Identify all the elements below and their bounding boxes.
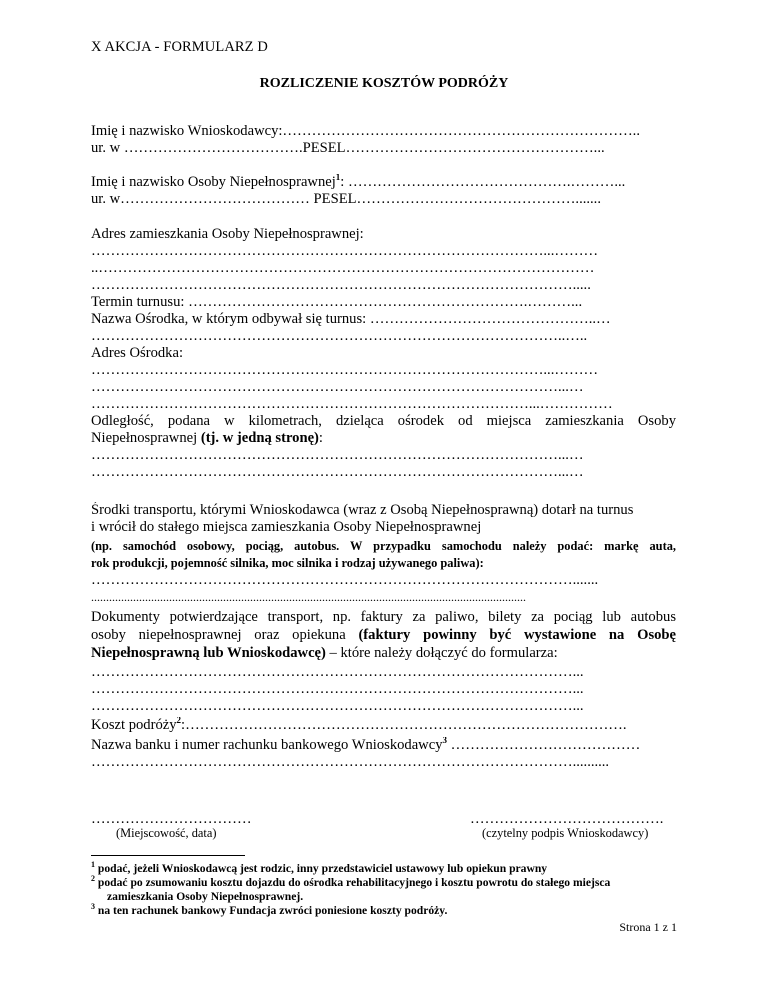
documents-label-bold-2: Niepełnosprawną lub Wnioskodawcę) — [91, 645, 326, 661]
transport-note-line-2: rok produkcji, pojemność silnika, moc silnika i rodzaj używanego paliwa): — [91, 556, 484, 570]
footnote-2-text: podać po zsumowaniu kosztu dojazdu do ośrodka rehabilitacyjnego i kosztu powrotu do stałego miejsca — [97, 876, 611, 889]
distance-label-line-1: Odległość, podana w kilometrach, dzieląca ośrodek od miejsca zamieszkania Osoby — [91, 413, 676, 429]
center-name-field[interactable]: Nazwa Ośrodka, w którym odbywał się turnus: ………………………………………..… — [91, 311, 611, 327]
bank-account-line-2[interactable]: ……………………………………………………………………………………….......... — [91, 754, 610, 770]
disabled-name-label: Imię i nazwisko Osoby Niepełnosprawnej — [91, 174, 336, 190]
transport-label-line-2: i wrócił do stałego miejsca zamieszkania Osoby Niepełnosprawnej — [91, 519, 482, 535]
applicant-name-field[interactable]: Imię i nazwisko Wnioskodawcy:……………………………………………………………….. — [91, 123, 640, 139]
signature-caption: (czytelny podpis Wnioskodawcy) — [482, 826, 649, 840]
distance-dots-1[interactable]: ……………………………………………………………………………………...… — [91, 447, 584, 463]
distance-label-colon: : — [318, 430, 323, 446]
page-title: ROZLICZENIE KOSZTÓW PODRÓŻY — [259, 76, 509, 91]
footnote-3-number: 3 — [91, 902, 95, 912]
disabled-person-name-field[interactable] — [91, 174, 676, 191]
footnote-ref-3: 3 — [442, 737, 447, 746]
distance-label-text: Niepełnosprawnej — [91, 430, 201, 446]
footnote-2 — [91, 876, 676, 889]
address-line-3[interactable]: ………………………………………………………………………………………..... — [91, 277, 591, 293]
footnote-ref-1: 1 — [335, 174, 341, 183]
distance-dots-2[interactable]: ……………………………………………………………………………………...… — [91, 464, 584, 480]
signature-field[interactable]: …………………………………. — [470, 811, 664, 827]
transport-note-line-1: (np. samochód osobowy, pociąg, autobus. W przypadku samochodu należy podać: markę auta, — [91, 539, 676, 553]
address-line-1[interactable]: …………………………………………………………………………………...……… — [91, 243, 599, 259]
place-date-caption: (Miejscowość, data) — [116, 826, 217, 840]
turnus-term-field[interactable]: Termin turnusu: …………………………………………………………….………... — [91, 294, 583, 310]
bank-account-label: Nazwa banku i numer rachunku bankowego Wnioskodawcy — [91, 737, 443, 753]
disabled-name-dots: : ……………………………………….………... — [340, 174, 626, 190]
footnote-2-number: 2 — [91, 874, 95, 884]
transport-label-line-1: Środki transportu, którymi Wnioskodawca (wraz z Osobą Niepełnosprawną) dotarł na turnus — [91, 502, 634, 518]
center-address-line-3[interactable]: ………………………………………………………………………………...…………… — [91, 396, 613, 412]
center-address-label: Adres Ośrodka: — [91, 345, 184, 361]
transport-dots-2[interactable]: ................................................................................................................................................. — [91, 590, 526, 604]
documents-label-text: osoby niepełnosprawnej oraz opiekuna — [91, 627, 359, 643]
documents-dots-1[interactable]: ………………………………………………………………………………………... — [91, 664, 584, 680]
center-name-line-2[interactable]: ……………………………………………………………………………………..….. — [91, 328, 588, 344]
travel-cost-field[interactable] — [91, 717, 676, 734]
documents-label-line-3 — [91, 645, 676, 662]
footnote-3 — [91, 904, 676, 917]
travel-cost-label: Koszt podróży — [91, 717, 177, 733]
transport-dots-1[interactable]: ………………………………………………………………………………………....... — [91, 572, 599, 588]
bank-account-field[interactable] — [91, 737, 676, 754]
footnote-1-text: podać, jeżeli Wnioskodawcą jest rodzic, inny przedstawiciel ustawowy lub opiekun prawny — [97, 862, 548, 875]
center-address-line-1[interactable]: …………………………………………………………………………………...……… — [91, 362, 599, 378]
footnote-1 — [91, 862, 676, 875]
address-label: Adres zamieszkania Osoby Niepełnosprawnej: — [91, 226, 364, 242]
applicant-birth-pesel-field[interactable]: ur. w ……………………………….PESEL……………………………………………... — [91, 140, 605, 156]
travel-cost-dots: :………………………………………………………………………………. — [181, 717, 627, 733]
distance-label-bold: (tj. w jedną stronę) — [200, 430, 319, 446]
place-date-field[interactable]: …………………………… — [91, 811, 252, 827]
footnote-3-text: na ten rachunek bankowy Fundacja zwróci poniesione koszty podróży. — [97, 904, 448, 917]
documents-label-line-2 — [91, 627, 676, 644]
documents-dots-2[interactable]: ………………………………………………………………………………………... — [91, 681, 584, 697]
documents-label-line-1: Dokumenty potwierdzające transport, np. faktury za paliwo, bilety za pociąg lub autobus — [91, 609, 676, 625]
documents-label-bold: (faktury powinny być wystawione na Osobę — [358, 627, 676, 643]
disabled-person-birth-pesel-field[interactable]: ur. w………………………………… PESEL………………………………………....... — [91, 191, 601, 207]
bank-account-dots: ………………………………… — [447, 737, 641, 753]
footnote-ref-2: 2 — [176, 717, 182, 726]
documents-label-text-2: – które należy dołączyć do formularza: — [325, 645, 558, 661]
address-line-2[interactable]: ..………………………………………………………………………………………… — [91, 260, 595, 276]
distance-label-line-2 — [91, 430, 676, 447]
footnote-2-continuation: zamieszkania Osoby Niepełnosprawnej. — [107, 890, 304, 903]
form-header: X AKCJA - FORMULARZ D — [91, 39, 268, 55]
center-address-line-2[interactable]: ……………………………………………………………………………………...… — [91, 379, 584, 395]
page-number: Strona 1 z 1 — [619, 920, 677, 934]
footnote-divider — [91, 855, 245, 856]
footnote-1-number: 1 — [91, 860, 95, 870]
documents-dots-3[interactable]: ………………………………………………………………………………………... — [91, 698, 584, 714]
